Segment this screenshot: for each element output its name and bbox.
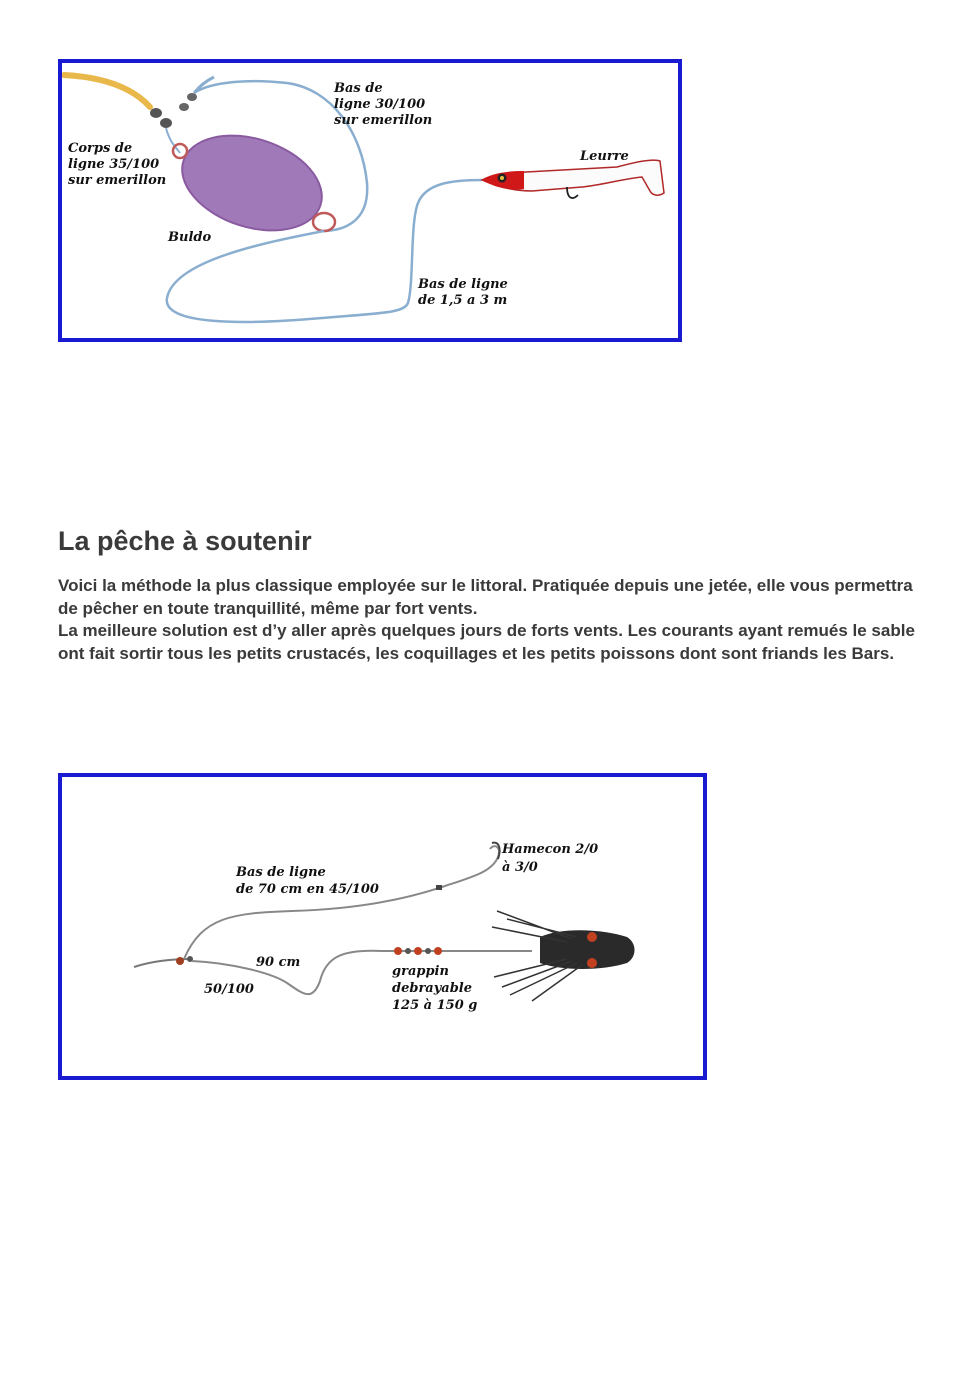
paragraph-1: Voici la méthode la plus classique employée sur le littoral. Pratiquée depuis une jetée, elle vous permettra de pêcher en toute tranquillité, même par fort vents.: [58, 576, 913, 618]
junction-bead: [176, 957, 184, 965]
label-bas-ligne-long-2: de 1,5 a 3 m: [418, 293, 508, 308]
lure: [482, 160, 664, 198]
label-bas-de-ligne-1: Bas de: [334, 81, 383, 96]
label-buldo: Buldo: [168, 230, 212, 245]
main-line: [64, 75, 150, 107]
leader-knot: [436, 885, 442, 890]
swivel-left: [150, 108, 172, 128]
label-corps-2: ligne 35/100: [68, 157, 160, 172]
label-bas-ligne-2: de 70 cm en 45/100: [236, 882, 379, 897]
label-corps-1: Corps de: [68, 141, 133, 156]
swivel-right: [179, 93, 197, 111]
label-grappin-3: 125 à 150 g: [392, 998, 478, 1013]
label-bas-de-ligne-2: ligne 30/100: [334, 97, 426, 112]
label-hamecon-1: Hamecon 2/0: [502, 842, 599, 857]
label-bas-ligne-1: Bas de ligne: [236, 865, 326, 880]
section-title: La pêche à soutenir: [58, 526, 312, 556]
rig-diagram-buldo: [58, 59, 682, 342]
rig-diagram-grappin-drawing: [62, 777, 703, 1076]
label-hamecon-2: à 3/0: [502, 860, 538, 875]
label-bas-de-ligne-3: sur emerillon: [334, 113, 433, 128]
label-leurre: Leurre: [580, 149, 629, 164]
label-corps-3: sur emerillon: [68, 173, 167, 188]
paragraph-2: La meilleure solution est d’y aller après quelques jours de forts vents. Les courants ayant remués le sable ont fait sortir tous les petits crustacés, les coquillages et les petits poissons dont sont friands les Bars.: [58, 621, 915, 663]
upper-leader: [184, 846, 499, 959]
grappin-weight: [492, 911, 635, 1001]
label-grappin-1: grappin: [392, 964, 449, 979]
bead-stack: [394, 947, 442, 955]
label-grappin-2: debrayable: [392, 981, 472, 996]
buldo-float: [170, 119, 334, 247]
rig-diagram-buldo-drawing: [62, 63, 678, 338]
buldo-ring-top: [173, 144, 187, 158]
rig-diagram-grappin: [58, 773, 707, 1080]
label-bas-ligne-long-1: Bas de ligne: [418, 277, 508, 292]
label-50-100: 50/100: [204, 982, 254, 997]
buldo-ring-bottom: [313, 213, 335, 231]
label-90cm: 90 cm: [256, 955, 301, 970]
section-body: [58, 575, 918, 665]
